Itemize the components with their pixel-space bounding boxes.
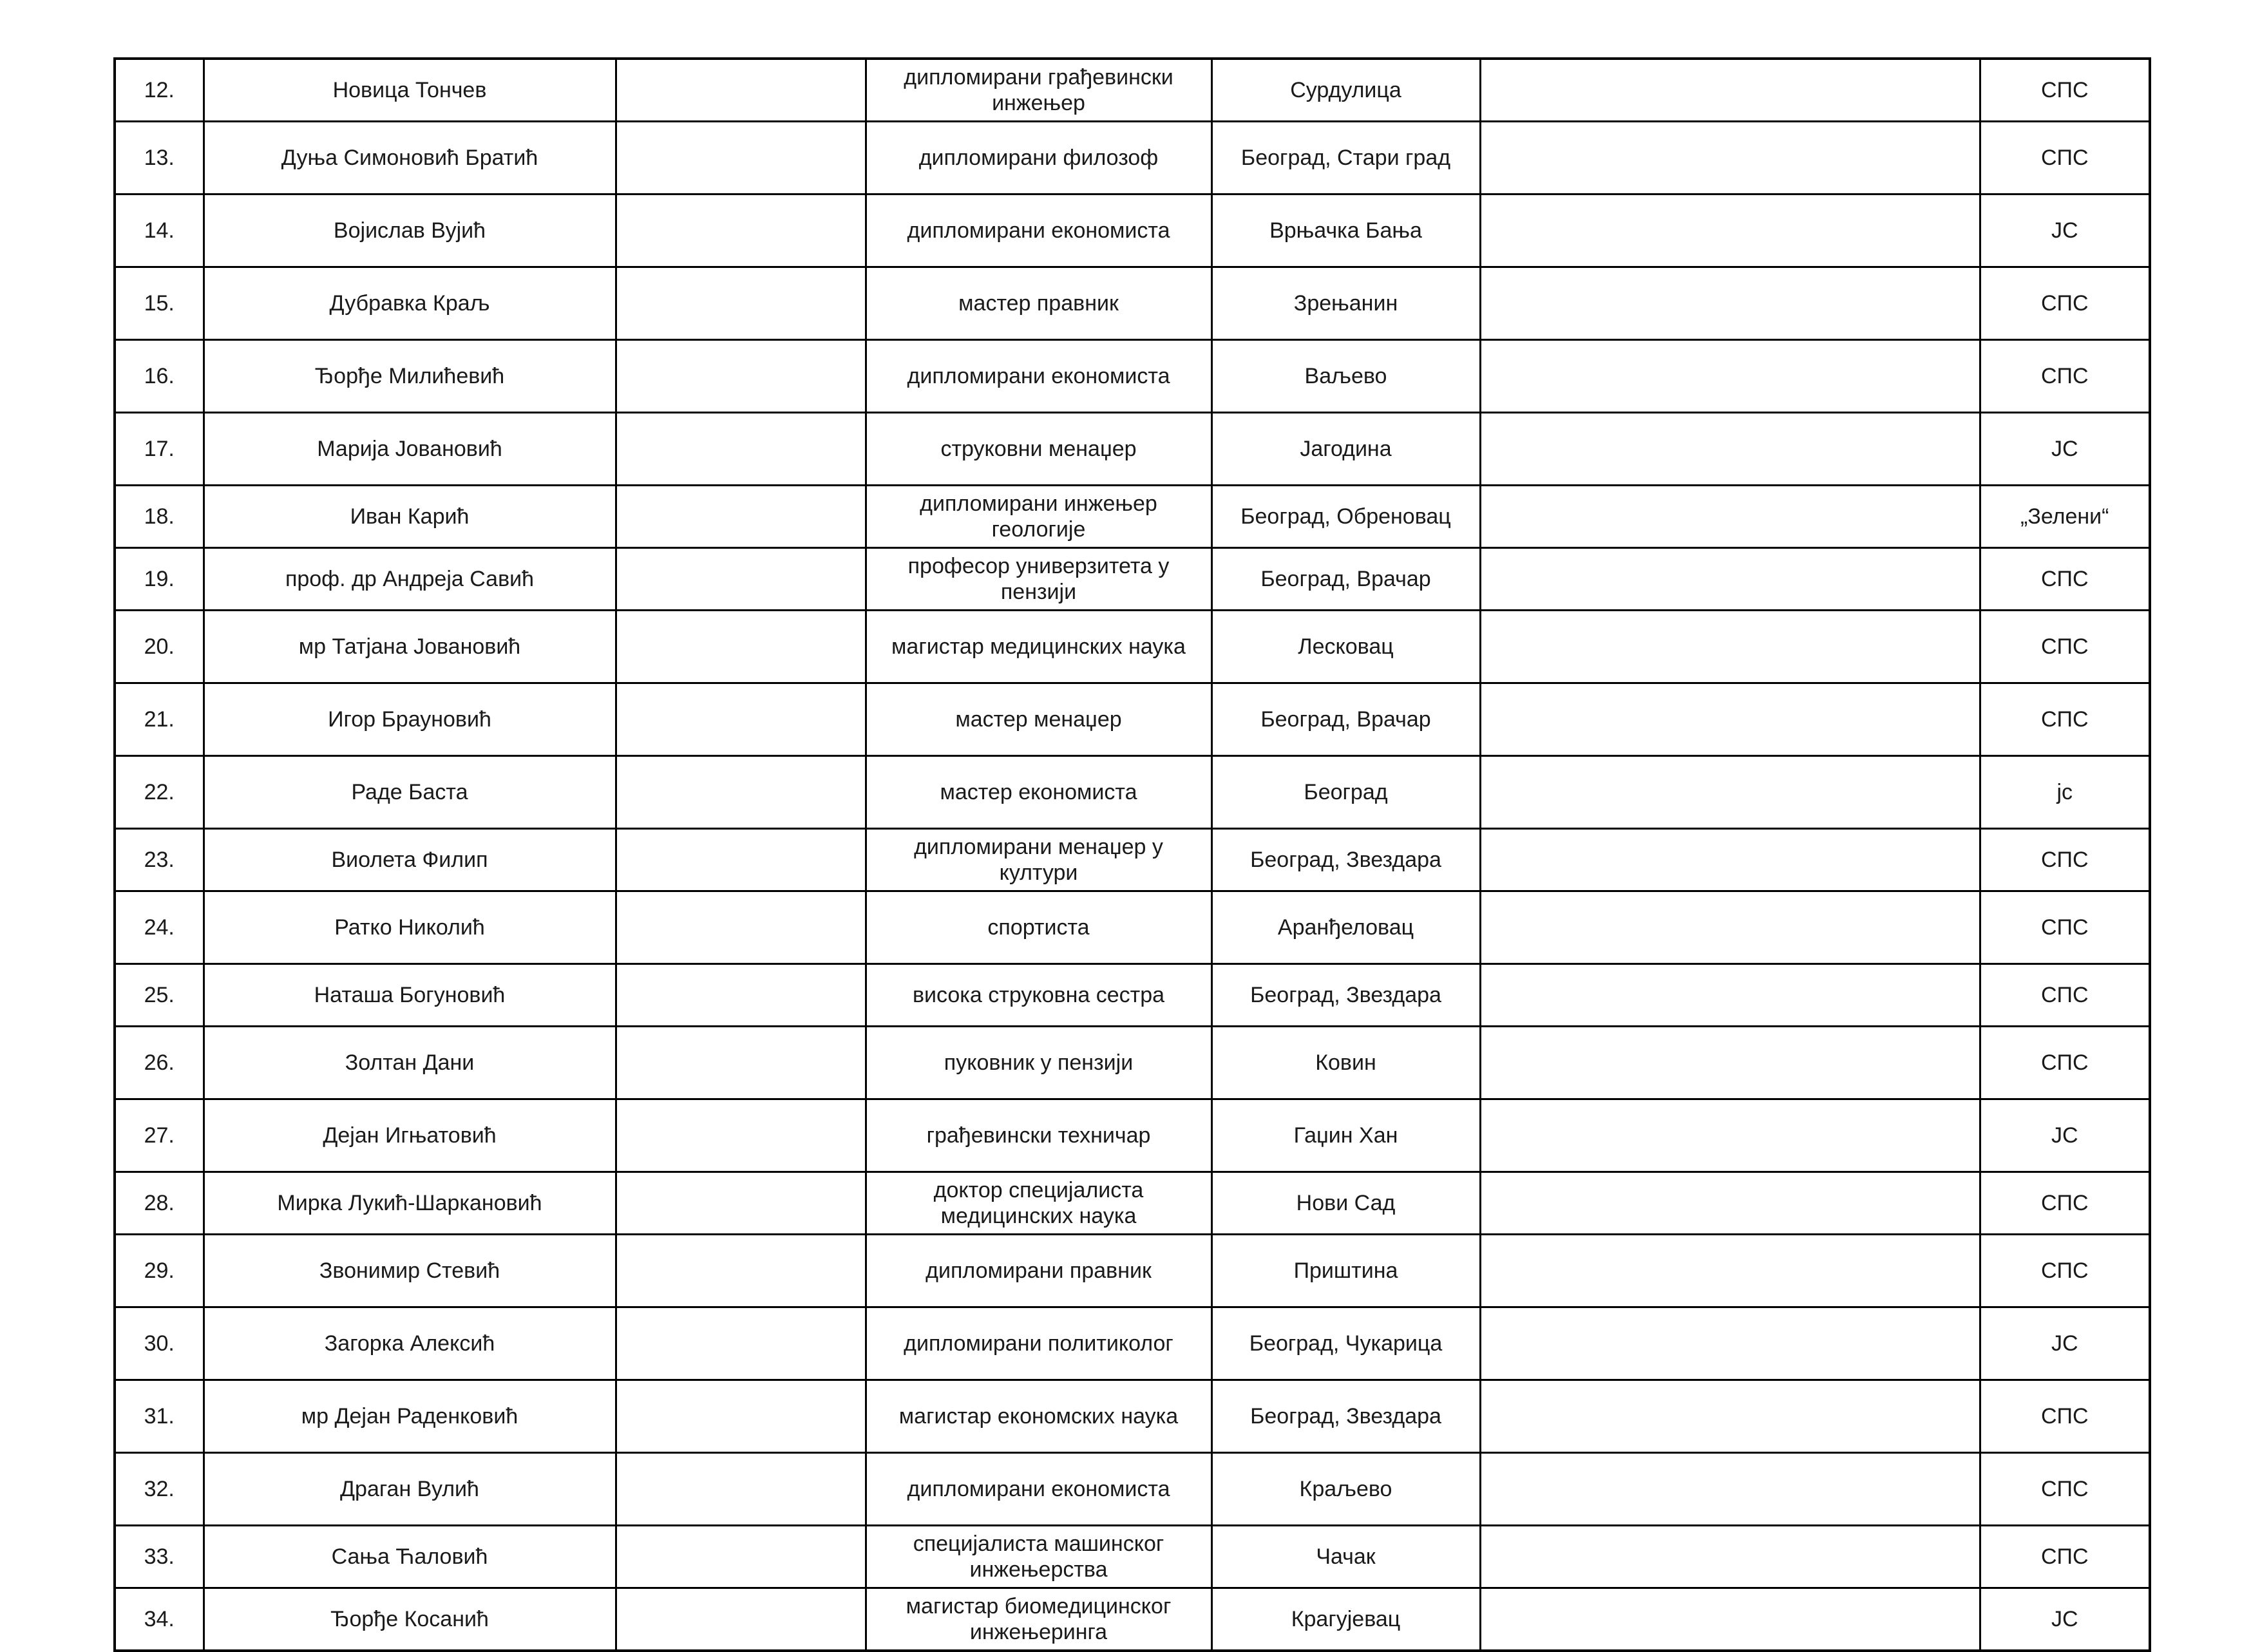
cell-empty-column-3	[616, 267, 866, 340]
cell-empty-column-3	[616, 964, 866, 1027]
cell-number: 26.	[115, 1027, 204, 1099]
table-row	[115, 1307, 2150, 1380]
cell-empty-column-6	[1480, 195, 1980, 267]
cell-empty-column-3	[616, 195, 866, 267]
cell-name: Загорка Алексић	[204, 1307, 616, 1380]
cell-number: 17.	[115, 413, 204, 486]
cell-party: ЈС	[1980, 1307, 2150, 1380]
cell-place: Краљево	[1211, 1453, 1480, 1526]
cell-empty-column-3	[616, 1588, 866, 1651]
cell-name: Иван Карић	[204, 486, 616, 548]
cell-empty-column-6	[1480, 1027, 1980, 1099]
cell-empty-column-6	[1480, 1453, 1980, 1526]
cell-place: Лесковац	[1211, 611, 1480, 683]
cell-place: Крагујевац	[1211, 1588, 1480, 1651]
cell-empty-column-3	[616, 1027, 866, 1099]
cell-place: Београд, Чукарица	[1211, 1307, 1480, 1380]
cell-party: ЈС	[1980, 1588, 2150, 1651]
cell-party: СПС	[1980, 548, 2150, 611]
cell-name: Дејан Игњатовић	[204, 1099, 616, 1172]
table-row	[115, 548, 2150, 611]
cell-number: 31.	[115, 1380, 204, 1453]
cell-name: Золтан Дани	[204, 1027, 616, 1099]
cell-name: Дубравка Краљ	[204, 267, 616, 340]
cell-empty-column-6	[1480, 829, 1980, 891]
cell-occupation: дипломирани политиколог	[866, 1307, 1211, 1380]
cell-place: Сурдулица	[1211, 59, 1480, 122]
cell-party: СПС	[1980, 964, 2150, 1027]
table-row	[115, 195, 2150, 267]
cell-party: СПС	[1980, 1526, 2150, 1588]
cell-party: СПС	[1980, 1235, 2150, 1307]
candidate-list-body	[115, 59, 2150, 1651]
cell-empty-column-3	[616, 1526, 866, 1588]
cell-empty-column-6	[1480, 1588, 1980, 1651]
cell-empty-column-6	[1480, 1526, 1980, 1588]
cell-number: 20.	[115, 611, 204, 683]
table-row	[115, 1380, 2150, 1453]
cell-party: ЈС	[1980, 1099, 2150, 1172]
table-row	[115, 611, 2150, 683]
cell-name: Марија Јовановић	[204, 413, 616, 486]
cell-number: 24.	[115, 891, 204, 964]
cell-empty-column-3	[616, 413, 866, 486]
cell-party: јс	[1980, 756, 2150, 829]
cell-empty-column-3	[616, 1380, 866, 1453]
cell-occupation: дипломирани правник	[866, 1235, 1211, 1307]
cell-party: СПС	[1980, 1172, 2150, 1235]
cell-number: 16.	[115, 340, 204, 413]
cell-empty-column-3	[616, 1099, 866, 1172]
cell-occupation: доктор специјалиста медицинских наука	[866, 1172, 1211, 1235]
cell-name: Игор Брауновић	[204, 683, 616, 756]
cell-empty-column-6	[1480, 611, 1980, 683]
cell-place: Београд, Обреновац	[1211, 486, 1480, 548]
cell-place: Приштина	[1211, 1235, 1480, 1307]
table-row	[115, 122, 2150, 195]
cell-empty-column-6	[1480, 340, 1980, 413]
cell-empty-column-3	[616, 683, 866, 756]
table-row	[115, 1099, 2150, 1172]
cell-number: 25.	[115, 964, 204, 1027]
table-row	[115, 891, 2150, 964]
cell-empty-column-6	[1480, 1380, 1980, 1453]
cell-number: 22.	[115, 756, 204, 829]
cell-name: Виолета Филип	[204, 829, 616, 891]
cell-place: Гаџин Хан	[1211, 1099, 1480, 1172]
cell-name: Драган Вулић	[204, 1453, 616, 1526]
cell-empty-column-6	[1480, 267, 1980, 340]
cell-place: Аранђеловац	[1211, 891, 1480, 964]
cell-empty-column-6	[1480, 59, 1980, 122]
cell-place: Београд, Звездара	[1211, 1380, 1480, 1453]
cell-occupation: мастер правник	[866, 267, 1211, 340]
cell-number: 12.	[115, 59, 204, 122]
cell-empty-column-3	[616, 829, 866, 891]
cell-place: Ковин	[1211, 1027, 1480, 1099]
table-row	[115, 267, 2150, 340]
table-row	[115, 964, 2150, 1027]
cell-empty-column-3	[616, 611, 866, 683]
cell-occupation: пуковник у пензији	[866, 1027, 1211, 1099]
cell-empty-column-6	[1480, 1307, 1980, 1380]
cell-occupation: магистар медицинских наука	[866, 611, 1211, 683]
cell-name: Мирка Лукић-Шаркановић	[204, 1172, 616, 1235]
cell-empty-column-3	[616, 891, 866, 964]
cell-number: 19.	[115, 548, 204, 611]
cell-place: Београд, Звездара	[1211, 829, 1480, 891]
cell-empty-column-3	[616, 756, 866, 829]
cell-occupation: дипломирани економиста	[866, 1453, 1211, 1526]
cell-place: Зрењанин	[1211, 267, 1480, 340]
cell-empty-column-3	[616, 1453, 866, 1526]
cell-number: 13.	[115, 122, 204, 195]
candidate-list-table	[113, 57, 2151, 1652]
cell-place: Београд, Врачар	[1211, 548, 1480, 611]
cell-occupation: мастер економиста	[866, 756, 1211, 829]
cell-number: 27.	[115, 1099, 204, 1172]
cell-party: СПС	[1980, 683, 2150, 756]
cell-party: ЈС	[1980, 413, 2150, 486]
cell-place: Београд, Звездара	[1211, 964, 1480, 1027]
cell-name: Наташа Богуновић	[204, 964, 616, 1027]
table-row	[115, 413, 2150, 486]
cell-empty-column-6	[1480, 486, 1980, 548]
cell-empty-column-3	[616, 122, 866, 195]
cell-number: 29.	[115, 1235, 204, 1307]
cell-occupation: дипломирани менаџер у култури	[866, 829, 1211, 891]
table-row	[115, 1453, 2150, 1526]
table-row	[115, 829, 2150, 891]
cell-occupation: професор универзитета у пензији	[866, 548, 1211, 611]
cell-party: „Зелени“	[1980, 486, 2150, 548]
cell-name: Војислав Вујић	[204, 195, 616, 267]
cell-number: 33.	[115, 1526, 204, 1588]
table-row	[115, 486, 2150, 548]
cell-empty-column-6	[1480, 1235, 1980, 1307]
cell-occupation: дипломирани грађевински инжењер	[866, 59, 1211, 122]
cell-empty-column-3	[616, 1235, 866, 1307]
table-row	[115, 59, 2150, 122]
cell-empty-column-3	[616, 548, 866, 611]
cell-number: 14.	[115, 195, 204, 267]
cell-empty-column-6	[1480, 413, 1980, 486]
cell-party: СПС	[1980, 891, 2150, 964]
cell-party: СПС	[1980, 829, 2150, 891]
cell-occupation: дипломирани филозоф	[866, 122, 1211, 195]
cell-number: 21.	[115, 683, 204, 756]
cell-place: Чачак	[1211, 1526, 1480, 1588]
table-row	[115, 340, 2150, 413]
cell-name: мр Татјана Јовановић	[204, 611, 616, 683]
cell-number: 34.	[115, 1588, 204, 1651]
cell-place: Јагодина	[1211, 413, 1480, 486]
cell-empty-column-3	[616, 340, 866, 413]
cell-name: Ратко Николић	[204, 891, 616, 964]
cell-party: СПС	[1980, 611, 2150, 683]
cell-party: СПС	[1980, 267, 2150, 340]
cell-name: проф. др Андреја Савић	[204, 548, 616, 611]
candidate-list-table-wrapper	[113, 57, 2149, 1652]
cell-occupation: висока струковна сестра	[866, 964, 1211, 1027]
cell-empty-column-6	[1480, 964, 1980, 1027]
cell-place: Београд, Врачар	[1211, 683, 1480, 756]
cell-number: 28.	[115, 1172, 204, 1235]
cell-occupation: грађевински техничар	[866, 1099, 1211, 1172]
cell-name: Раде Баста	[204, 756, 616, 829]
cell-empty-column-3	[616, 1307, 866, 1380]
cell-name: Ђорђе Косанић	[204, 1588, 616, 1651]
cell-empty-column-6	[1480, 1099, 1980, 1172]
cell-occupation: струковни менаџер	[866, 413, 1211, 486]
cell-empty-column-3	[616, 486, 866, 548]
cell-party: СПС	[1980, 1380, 2150, 1453]
cell-name: мр Дејан Раденковић	[204, 1380, 616, 1453]
cell-place: Београд	[1211, 756, 1480, 829]
cell-occupation: дипломирани економиста	[866, 340, 1211, 413]
cell-empty-column-6	[1480, 756, 1980, 829]
cell-name: Новица Тончев	[204, 59, 616, 122]
table-row	[115, 756, 2150, 829]
cell-empty-column-3	[616, 1172, 866, 1235]
cell-occupation: мастер менаџер	[866, 683, 1211, 756]
cell-number: 30.	[115, 1307, 204, 1380]
cell-number: 23.	[115, 829, 204, 891]
cell-empty-column-6	[1480, 1172, 1980, 1235]
cell-name: Ђорђе Милићевић	[204, 340, 616, 413]
cell-number: 32.	[115, 1453, 204, 1526]
cell-occupation: специјалиста машинског инжењерства	[866, 1526, 1211, 1588]
cell-occupation: магистар економских наука	[866, 1380, 1211, 1453]
cell-place: Београд, Стари град	[1211, 122, 1480, 195]
cell-party: СПС	[1980, 59, 2150, 122]
cell-name: Сања Ћаловић	[204, 1526, 616, 1588]
table-row	[115, 1588, 2150, 1651]
cell-number: 15.	[115, 267, 204, 340]
cell-place: Ваљево	[1211, 340, 1480, 413]
cell-party: СПС	[1980, 1453, 2150, 1526]
cell-occupation: дипломирани економиста	[866, 195, 1211, 267]
cell-place: Нови Сад	[1211, 1172, 1480, 1235]
cell-empty-column-6	[1480, 891, 1980, 964]
table-row	[115, 1526, 2150, 1588]
cell-party: ЈС	[1980, 195, 2150, 267]
cell-empty-column-3	[616, 59, 866, 122]
cell-place: Врњачка Бања	[1211, 195, 1480, 267]
cell-occupation: магистар биомедицинског инжењеринга	[866, 1588, 1211, 1651]
table-row	[115, 1235, 2150, 1307]
cell-empty-column-6	[1480, 548, 1980, 611]
table-row	[115, 683, 2150, 756]
cell-party: СПС	[1980, 122, 2150, 195]
cell-party: СПС	[1980, 340, 2150, 413]
cell-party: СПС	[1980, 1027, 2150, 1099]
table-row	[115, 1027, 2150, 1099]
cell-name: Дуња Симоновић Братић	[204, 122, 616, 195]
cell-empty-column-6	[1480, 683, 1980, 756]
cell-number: 18.	[115, 486, 204, 548]
table-row	[115, 1172, 2150, 1235]
cell-occupation: дипломирани инжењер геологије	[866, 486, 1211, 548]
cell-name: Звонимир Стевић	[204, 1235, 616, 1307]
cell-occupation: спортиста	[866, 891, 1211, 964]
cell-empty-column-6	[1480, 122, 1980, 195]
